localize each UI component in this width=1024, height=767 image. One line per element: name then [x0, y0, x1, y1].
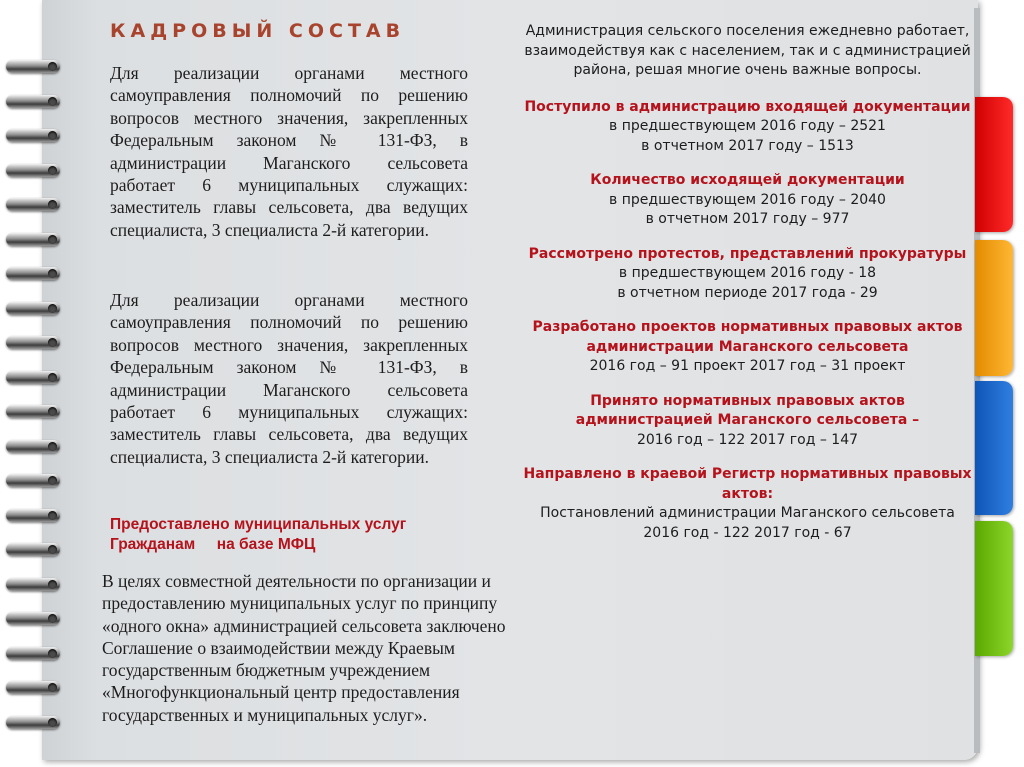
binding-hole	[48, 649, 57, 658]
binding-hole	[48, 580, 57, 589]
binding-hole	[48, 476, 57, 485]
binding-hole	[48, 304, 57, 313]
outgoing-docs-2017: в отчетном 2017 году – 977	[645, 211, 850, 227]
protests-2016: в предшествующем 2016 году - 18	[618, 265, 877, 281]
binding-hole	[48, 511, 57, 520]
binding-hole	[48, 683, 57, 692]
protests-block	[520, 245, 975, 304]
staff-paragraph-1: Для реализации органами местного самоуправления полномочий по решению вопросов местного значения, закрепленных Федеральным законом № 131-ФЗ, в администрации Маганского сельсовета работает 6 муниципальных служащих: заместитель главы сельсовета, два ведущих специалиста, 3 специалиста 2-й категории.	[110, 63, 468, 240]
tab-green	[975, 521, 1013, 656]
outgoing-docs-block	[520, 171, 975, 230]
drafts-values: 2016 год – 91 проект 2017 год – 31 проект	[589, 358, 906, 374]
drafts-title: Разработано проектов нормативных правовых актов администрации Маганского сельсовета	[532, 319, 963, 355]
binding-hole	[48, 62, 57, 71]
registry-block	[520, 465, 975, 543]
binding-hole	[48, 407, 57, 416]
adopted-block	[520, 392, 975, 451]
binding-hole	[48, 338, 57, 347]
activity-intro: Администрация сельского поселения ежедневно работает, взаимодействуя как с населением, так и с администрацией района, решая многие очень важные вопросы.	[524, 23, 971, 78]
activity-column	[520, 22, 975, 543]
protests-title: Рассмотрено протестов, представлений прокуратуры	[528, 245, 967, 262]
spiral-binding	[0, 0, 60, 767]
binding-hole	[48, 235, 57, 244]
incoming-docs-2016: в предшествующем 2016 году – 2521	[609, 118, 886, 134]
binding-hole	[48, 131, 57, 140]
tab-red	[975, 97, 1013, 232]
binding-hole	[48, 97, 57, 106]
registry-subtitle: Постановлений администрации Маганского сельсовета	[540, 505, 955, 521]
staff-paragraph-2: Для реализации органами местного самоуправления полномочий по решению вопросов местного значения, закрепленных Федеральным законом № 131-ФЗ, в администрации Маганского сельсовета работает 6 муниципальных служащих: заместитель главы сельсовета, два ведущих специалиста, 3 специалиста 2-й категории.	[110, 290, 468, 467]
incoming-docs-title: Поступило в администрацию входящей документации	[524, 98, 971, 115]
tab-orange	[975, 240, 1013, 376]
adopted-values: 2016 год – 122 2017 год – 147	[636, 431, 859, 448]
adopted-title: Принято нормативных правовых актов администрацией Маганского сельсовета –	[575, 392, 920, 428]
outgoing-docs-title: Количество исходящей документации	[590, 172, 905, 188]
binding-hole	[48, 200, 57, 209]
binding-hole	[48, 166, 57, 175]
binding-hole	[48, 718, 57, 727]
binding-hole	[48, 373, 57, 382]
binding-hole	[48, 269, 57, 278]
mfc-body: В целях совместной деятельности по организации и предоставлению муниципальных услуг по принципу «одного окна» администрацией сельсовета заключено Соглашение о взаимодействии между Краевым государственным бюджетным учреждением «Многофункциональный центр предоставления государственных и муниципальных услуг».	[102, 571, 506, 725]
binding-hole	[48, 614, 57, 623]
tab-blue	[975, 381, 1013, 515]
registry-values: 2016 год - 122 2017 год - 67	[643, 524, 852, 541]
mfc-heading: Предоставлено муниципальных услуг Гражданам на базе МФЦ	[110, 516, 407, 553]
incoming-docs-block	[520, 98, 975, 157]
outgoing-docs-2016: в предшествующем 2016 году – 2040	[609, 191, 886, 208]
registry-title: Направлено в краевой Регистр нормативных правовых актов:	[523, 466, 972, 502]
protests-2017: в отчетном периоде 2017 года - 29	[617, 284, 878, 301]
drafts-block	[520, 318, 975, 377]
binding-hole	[48, 442, 57, 451]
binding-hole	[48, 545, 57, 554]
incoming-docs-2017: в отчетном 2017 году – 1513	[641, 137, 854, 154]
staff-heading: КАДРОВЫЙ СОСТАВ	[110, 20, 406, 42]
